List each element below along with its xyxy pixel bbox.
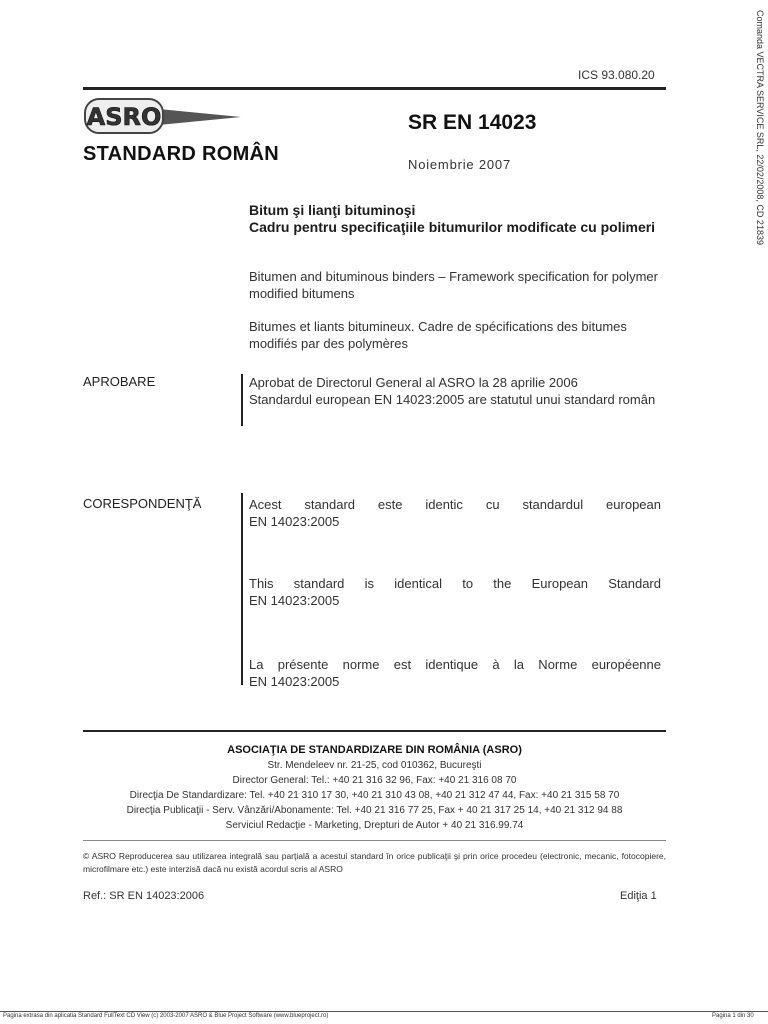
reference: Ref.: SR EN 14023:2006 <box>83 890 205 902</box>
footer-page-number: Pagina 1 din 30 <box>712 1013 754 1019</box>
association-director: Director General: Tel.: +40 21 316 32 96, Fax: +40 21 316 08 70 <box>232 775 517 786</box>
title-french: Bitumes et liants bitumineux. Cadre de spécifications des bitumes modifiés par des polymères <box>249 319 627 351</box>
association-name: ASOCIAŢIA DE STANDARDIZARE DIN ROMÂNIA (ASRO) <box>227 744 522 756</box>
association-directia-publicatii: Direcţia Publicaţii - Serv. Vânzări/Abonamente: Tel. +40 21 316 77 25, Fax + 40 21 317 25 14, +40 21 312 94 88 <box>126 805 623 816</box>
corespondenta-fr-text: La présente norme est identique à la Norme européenne <box>249 657 661 672</box>
standard-label: STANDARD ROMÂN <box>83 143 280 165</box>
aprobare-line1: Aprobat de Directorul General al ASRO la 28 aprilie 2006 <box>249 375 578 390</box>
publication-date: Noiembrie 2007 <box>408 157 511 172</box>
copyright-rule <box>83 840 666 841</box>
title-ro-line1: Bitum şi lianţi bituminoşi <box>249 202 416 218</box>
aprobare-text <box>249 374 661 408</box>
association-directia-standardizare: Direcţia De Standardizare: Tel. +40 21 310 17 30, +40 21 310 43 08, +40 21 312 47 44, Fax: +40 21 315 58 70 <box>129 790 620 801</box>
corespondenta-en-ref: EN 14023:2005 <box>249 593 340 608</box>
edition: Ediţia 1 <box>620 890 657 902</box>
title-romanian <box>249 202 669 236</box>
association-serviciul: Serviciul Redacţie - Marketing, Drepturi de Autor + 40 21 316.99.74 <box>225 820 524 831</box>
footer-source: Pagina extrasa din aplicatia Standard FullText CD View (c) 2003-2007 ASRO & Blue Project Software (www.blueproject.ro) <box>3 1013 329 1019</box>
side-order-note-text: Comanda VECTRA SERVICE SRL, 22/02/2008, CD 21839 <box>755 10 765 245</box>
corespondenta-fr-ref: EN 14023:2005 <box>249 674 340 689</box>
copyright-notice: © ASRO Reproducerea sau utilizarea integrală sau parţială a acestui standard în orice publicaţii şi prin orice procedeu (electronic, mecanic, fotocopiere, microfilmare etc.) este interzisă dacă nu există acordul scris al ASRO <box>83 851 666 874</box>
header-rule <box>83 87 666 90</box>
association-address: Str. Mendeleev nr. 21-25, cod 010362, Bucureşti <box>267 760 482 771</box>
aprobare-bar <box>241 374 243 426</box>
aprobare-label: APROBARE <box>83 374 156 389</box>
title-english: Bitumen and bituminous binders – Framework specification for polymer modified bitumens <box>249 269 658 301</box>
aprobare-line2: Standardul european EN 14023:2005 are statutul unui standard român <box>249 392 656 407</box>
association-rule <box>83 730 666 732</box>
standard-code: SR EN 14023 <box>408 111 537 134</box>
ics-code: ICS 93.080.20 <box>578 68 655 82</box>
corespondenta-ro-text: Acest standard este identic cu standardul european <box>249 497 661 512</box>
title-ro-line2: Cadru pentru specificaţiile bitumurilor modificate cu polimeri <box>249 219 656 235</box>
corespondenta-label: CORESPONDENŢĂ <box>83 496 202 511</box>
footer-rule <box>0 1011 768 1012</box>
corespondenta-ro <box>249 496 661 530</box>
corespondenta-ro-ref: EN 14023:2005 <box>249 514 340 529</box>
corespondenta-bar <box>241 493 243 685</box>
logo-text: ASRO <box>86 103 162 131</box>
asro-logo <box>83 95 243 137</box>
corespondenta-en <box>249 575 661 609</box>
corespondenta-fr <box>249 656 661 690</box>
corespondenta-en-text: This standard is identical to the European Standard <box>249 576 661 591</box>
